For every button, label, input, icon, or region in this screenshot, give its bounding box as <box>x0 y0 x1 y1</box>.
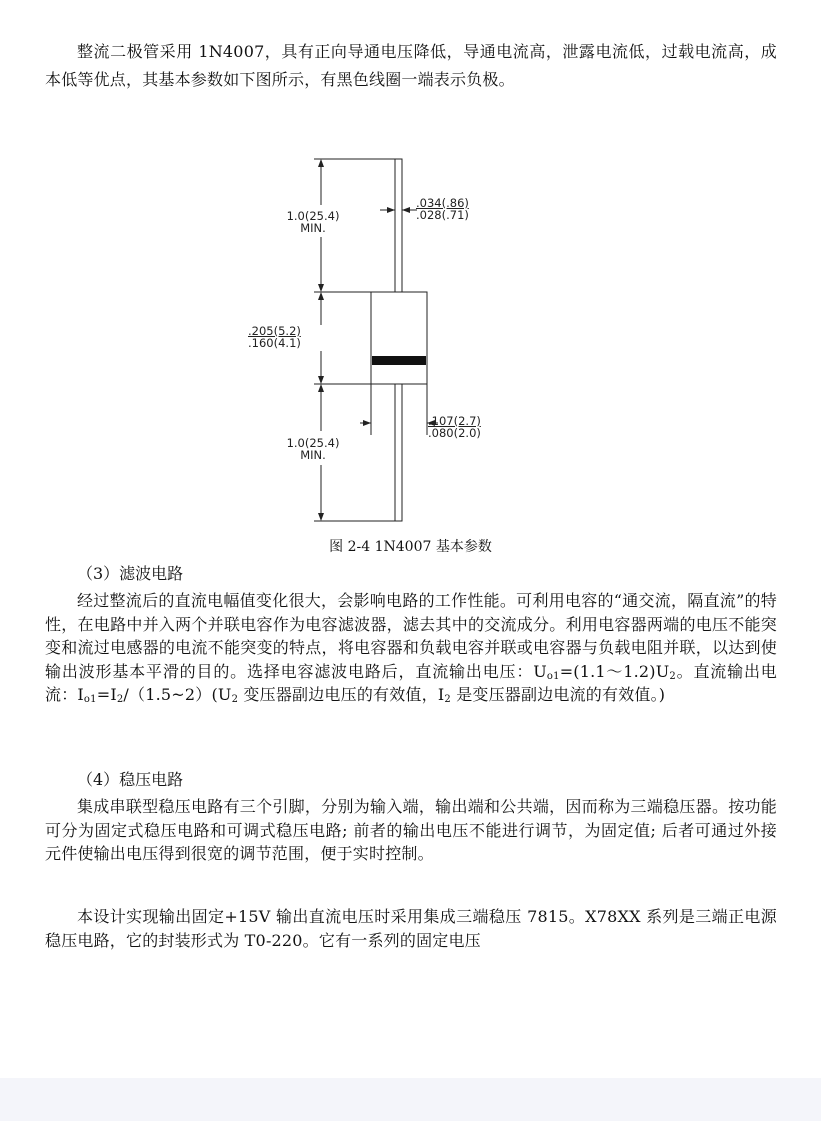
page-footer-band <box>0 1078 821 1121</box>
top-lead <box>395 159 402 292</box>
bottom-lead <box>395 384 402 521</box>
regulator-paragraph-1: 集成串联型稳压电路有三个引脚，分别为输入端，输出端和公共端，因而称为三端稳压器。按功能可分为固定式稳压电路和可调式稳压电路; 前者的输出电压不能进行调节，为固定值; 后者可通过外接元件使输出电压得到很宽的调节范围，便于实时控制。 <box>45 797 777 864</box>
diode-body <box>371 292 427 384</box>
bottom-lead-length-label: 1.0(25.4) MIN. <box>286 436 340 462</box>
figure-caption: 图 2-4 1N4007 基本参数 <box>329 539 492 555</box>
lead-diameter-label: .034(.86) .028(.71) <box>416 196 469 222</box>
filter-paragraph: 经过整流后的直流电幅值变化很大，会影响电路的工作性能。可利用电容的“通交流，隔直流”的特性，在电路中并入两个并联电容作为电容滤波器，滤去其中的交流成分。利用电容器两端的电压不能突变和流过电感器的电流不能突变的特点，将电容器和负载电容并联或电容器与负载电阻并联，以达到使输出波形基本平滑的目的。选择电容滤波电路后，直流输出电压：$U_{o1}=(1.1\sim 1.2)U_2$。直流输出电流：$I_{o1}=I_2/(1.5\sim 2)(U_2$ 变压器副边电压的有效值，$I_2$ 是变压器副边电流的有效值。) <box>45 591 777 706</box>
regulator-paragraph-2: 本设计实现输出固定+15V 输出直流电压时采用集成三端稳压 7815。X78XX 系列是三端正电源稳压电路，它的封装形式为 T0-220。它有一系列的固定电压 <box>45 907 777 950</box>
cathode-band <box>372 356 426 365</box>
regulator-heading: （4）稳压电路 <box>77 770 184 789</box>
top-lead-length-label: 1.0(25.4) MIN. <box>286 209 340 235</box>
filter-heading: （3）滤波电路 <box>77 564 184 583</box>
body-length-label: .205(5.2) .160(4.1) <box>248 324 301 350</box>
diode-dimension-figure <box>244 155 504 525</box>
intro-paragraph: 整流二极管采用 1N4007，具有正向导通电压降低，导通电流高，泄露电流低，过载电流高，成本低等优点，其基本参数如下图所示，有黑色线圈一端表示负极。 <box>45 42 777 89</box>
body-diameter-label: .107(2.7) .080(2.0) <box>428 414 481 440</box>
